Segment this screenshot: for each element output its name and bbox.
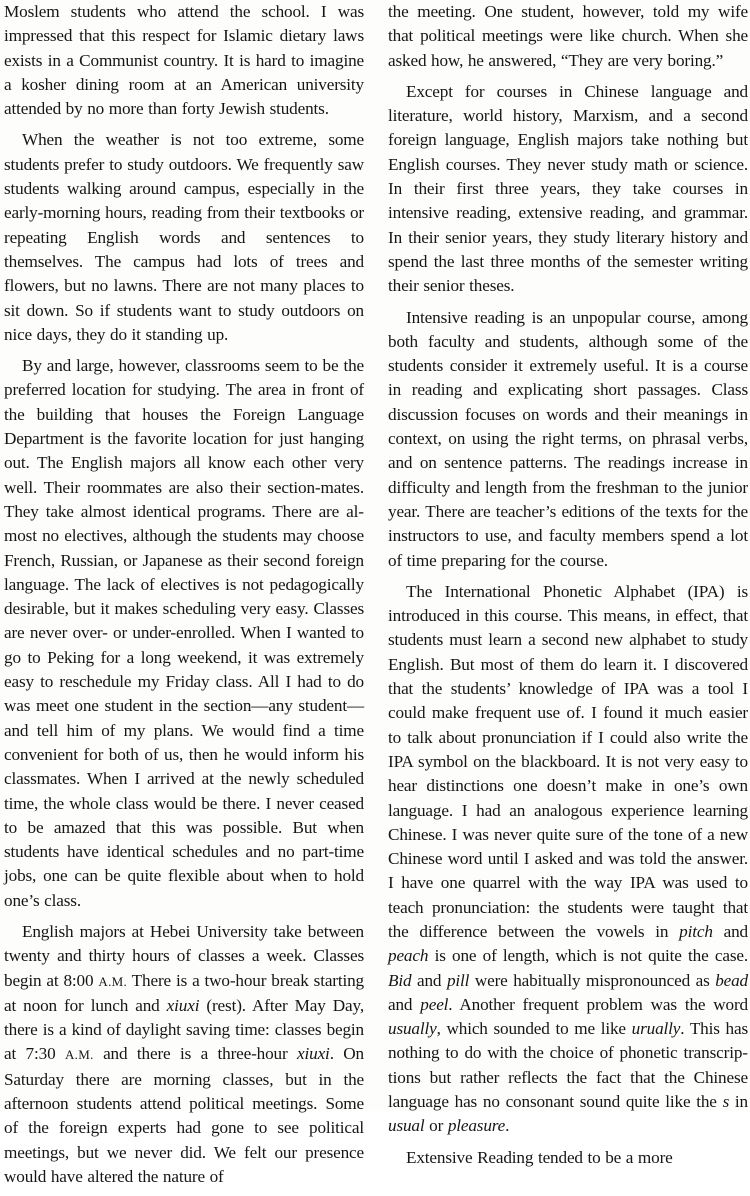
text-run: . This has nothing to do with the choice of phonetic transcriptions but rather reflects the fact that the Chinese language has no consonant sound quite like the bbox=[388, 1019, 748, 1112]
italic-text: xiuxi bbox=[166, 995, 200, 1015]
italic-text: Bid bbox=[388, 970, 412, 990]
text-run: . bbox=[505, 1116, 510, 1136]
text-run: is one of length, which is not quite the case. bbox=[428, 946, 748, 966]
paragraph bbox=[4, 354, 364, 913]
text-run: English majors at Hebei University take between twenty and thirty hours of classes a week. Classes begin at 8:00 bbox=[4, 921, 364, 990]
paragraph bbox=[4, 128, 364, 347]
paragraph bbox=[388, 0, 748, 73]
italic-text: peach bbox=[388, 946, 429, 966]
paragraph bbox=[4, 0, 364, 121]
text-run: Intensive reading is an unpopular course, among both faculty and students, although some of the students consider it extremely useful. It is a course in reading and explicating short passages. Class discussion focuses on words and their meanings in context, on using the right terms, on phrasal verbs, and on sentence patterns. The readings increase in difficulty and length from the freshman to the junior year. There are teacher’s editions of the texts for the instructors to use, and faculty members spend a lot of time preparing for the course. bbox=[388, 307, 748, 570]
text-run: . On Saturday there are morning classes, but in the afternoon students attend political meetings. Some of the foreign experts had gone to see political meetings, but we never did. We felt our presence would have altered the nature of bbox=[4, 1044, 364, 1186]
italic-text: xiuxi bbox=[297, 1044, 330, 1064]
paragraph bbox=[388, 580, 748, 1139]
italic-text: pleasure bbox=[447, 1116, 506, 1136]
text-run: or bbox=[424, 1116, 448, 1136]
italic-text: usual bbox=[388, 1116, 425, 1136]
text-run: There is a two-hour break starting at noon for lunch and bbox=[4, 970, 365, 1015]
left-column bbox=[4, 0, 364, 1196]
italic-text: urually bbox=[631, 1019, 681, 1039]
italic-text: usually bbox=[388, 1019, 437, 1039]
paragraph bbox=[388, 306, 748, 573]
italic-text: peel bbox=[420, 994, 449, 1014]
text-run: and bbox=[712, 921, 749, 941]
paragraph bbox=[388, 80, 748, 299]
text-run: When the weather is not too extreme, some students prefer to study outdoors. We frequently saw students walking around campus, especially in the early-morning hours, reading from their textbooks or repeating English words and sentences to themselves. The campus had lots of trees and flowers, but no lawns. There are not many places to sit down. So if students want to study outdoors on nice days, they do it standing up. bbox=[4, 130, 364, 344]
text-run: and bbox=[411, 970, 447, 990]
text-run: were habitually mispronounced as bbox=[469, 970, 716, 990]
small-caps-text: A.M. bbox=[98, 973, 128, 989]
text-run: in bbox=[729, 1092, 748, 1112]
text-run: . Another frequent problem was the word bbox=[448, 994, 748, 1014]
right-column bbox=[388, 0, 748, 1177]
italic-text: pill bbox=[446, 970, 470, 990]
text-run: Except for courses in Chinese language and literature, world history, Marxism, and a second foreign language, English majors take nothing but English courses. They never study math or science. In their first three years, they take courses in intensive reading, extensive reading, and grammar. In their senior years, they study literary history and spend the last three months of the semester writing their senior theses. bbox=[388, 81, 748, 296]
text-run: , which sounded to me like bbox=[436, 1019, 632, 1039]
text-run: Moslem students who attend the school. I was impressed that this respect for Islamic dietary laws exists in a Communist country. It is hard to imagine a kosher dining room at an American university attended by no more than forty Jewish students. bbox=[4, 2, 364, 119]
text-run: the meeting. One student, however, told my wife that political meetings were like church. When she asked how, he answered, “They are very boring.” bbox=[388, 2, 748, 70]
paragraph bbox=[4, 920, 364, 1189]
text-run: and bbox=[388, 994, 421, 1014]
paragraph bbox=[388, 1146, 748, 1170]
text-run: (rest). After May Day, there is a kind of daylight saving time: classes begin at 7:30 bbox=[4, 995, 364, 1064]
small-caps-text: A.M. bbox=[64, 1047, 94, 1063]
text-run: The International Phonetic Alphabet (IPA) is introduced in this course. This means, in effect, that students must learn a second new alphabet to study English. But most of them do learn it. I discovered that the students’ knowledge of IPA was a tool I could make frequent use of. I found it much easier to talk about pronunciation if I could also write the IPA symbol on the blackboard. It is not very easy to hear distinctions one doesn’t make in one’s own language. I had an analogous experience learning Chinese. I was never quite sure of the tone of a new Chinese word until I asked and was told the answer. I have one quarrel with the way IPA was used to teach pronunciation: the students were taught that the difference between the vowels in bbox=[388, 581, 748, 941]
text-run: and there is a three-hour bbox=[93, 1044, 298, 1064]
text-run: By and large, however, classrooms seem to be the preferred location for studying. The area in front of the building that houses the Foreign Language Department is the favorite location for just hanging out. The English majors all know each other very well. Their roommates are also their section-mates. They take almost identical programs. There are almost no electives, although the students may choose French, Russian, or Japanese as their second foreign language. The lack of electives is not pedagogically desirable, but it makes scheduling very easy. Classes are never over- or under-enrolled. When I wanted to go to Peking for a long weekend, it was extremely easy to reschedule my Friday class. All I had to do was meet one student in the section—any student—and tell him of my plans. We would find a time convenient for both of us, then he would inform his classmates. When I arrived at the newly scheduled time, the whole class would be there. I never ceased to be amazed that this was possible. But when students have identical schedules and no part-time jobs, one can be quite flexible about when to hold one’s class. bbox=[4, 356, 364, 910]
italic-text: s bbox=[722, 1092, 730, 1112]
italic-text: bead bbox=[715, 970, 748, 990]
italic-text: pitch bbox=[679, 921, 713, 941]
text-run: Extensive Reading tended to be a more bbox=[406, 1147, 673, 1167]
